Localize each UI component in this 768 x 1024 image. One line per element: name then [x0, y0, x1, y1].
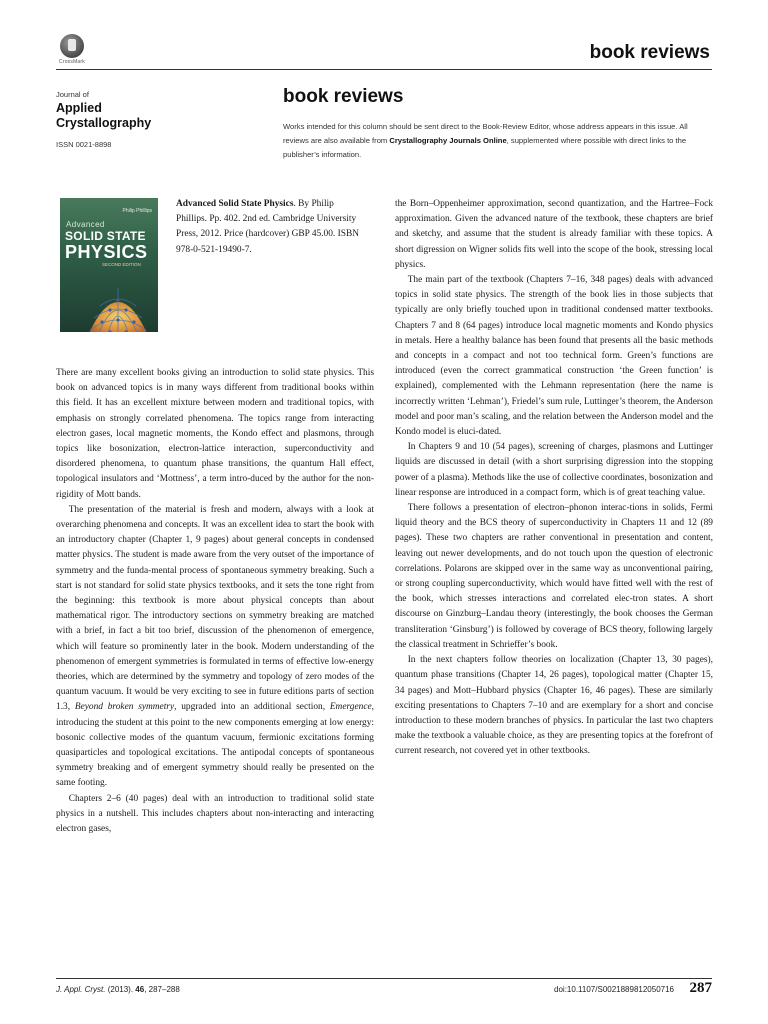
- paragraph: The main part of the textbook (Chapters 7–16, 348 pages) deals with advanced topics in solid state physics. The strength of the book lies in those subjects that typically are only briefly touched upon in traditional condensed matter textbooks. Chapters 7 and 8 (64 pages) introduce local magnetic moments and Kondo physics in metals. Here a healthy balance has been found that presents all the basic methods and concepts in a compact and not too technical form. Green’s functions are introduced (even the correct grammatical construction ‘the Green function’ is explained), complemented with the Lehmann representation (here the name is incorrectly written ‘Lehman’), Friedel’s sum rule, Luttinger’s theorem, the Anderson model and poor man’s scaling, and the relation between the Anderson model and the Kondo model is eluci-dated.: [395, 275, 713, 438]
- review-column-left: [56, 366, 374, 837]
- footer-pages: , 287–288: [144, 985, 180, 994]
- running-head: book reviews: [589, 42, 710, 63]
- review-column-right: [395, 197, 713, 760]
- paragraph-text: , upgraded into an additional section,: [174, 702, 330, 713]
- emphasis-text: Emergence: [329, 702, 372, 713]
- paragraph: There are many excellent books giving an introduction to solid state physics. This book on advanced topics is in many ways different from traditional books within this field. It has an excellent mixture between modern and traditional topics, with emphasis on strongly correlated phenomena. The topics range from interacting electron gases, local magnetic moments, the Kondo effect and plasmons, through topics like bosonization, electron-lattice interaction, superconductivity and disordered phenomena, to quantum phase transitions, the quantum Hall effect, topological insulators and ‘Mottness’, a term intro-duced by the author for the non-rigidity of Mott bands.: [56, 368, 374, 500]
- section-note-text-end: , supplemented where possible with direct links to the publisher’s information.: [283, 136, 687, 159]
- paragraph: There follows a presentation of electron–phonon interac-tions in solids, Fermi liquid theory and the BCS theory of superconductivity in Chapters 11 and 12 (89 pages). These two chapters are rather conventional in presentation and content, leaving out newer developments, and do not touch upon the question of electronic correlations. Polarons are skipped over in the same way as unconventional pairing, or strong coupling superconductivity, which would have fitted well with the rest of the book, which stresses interactions and correlated elec-tron states. A short discourse on Ginzburg–Landau theory (interestingly, the book chooses the German transliteration ‘Ginsburg’) is followed by coverage of BCS theory, following largely the classical treatment in Schrieffer’s book.: [395, 503, 713, 650]
- crossmark-icon: [60, 34, 84, 58]
- section-note: [283, 120, 715, 162]
- footer-journal: J. Appl. Cryst.: [56, 985, 106, 994]
- footer-rule: [56, 978, 712, 979]
- footer-citation: [56, 985, 180, 994]
- paragraph: the Born–Oppenheimer approximation, second quantization, and the Hartree–Fock approximation. Given the advanced nature of the textbook, these chapters are brief and sketchy, and assume that the student is already familiar with these topics. A short digression on Wigner solids fits well into the scope of the book, stressing local physics.: [395, 199, 713, 270]
- crystallography-journals-online-link[interactable]: Crystallography Journals Online: [389, 136, 507, 145]
- paragraph: In the next chapters follow theories on localization (Chapter 13, 30 pages), quantum phase transitions (Chapter 14, 26 pages), topological matter (Chapter 15, 34 pages) and Mott–Hubbard physics (Chapter 16, 46 pages). These are similarly exciting presentations to Chapters 7–10 and are exemplary for a short and concise introduction to these modern branches of physics. In particular the last two chapters make the textbook a valuable choice, as they are presenting topics at the forefront of current research, not covered yet in other textbooks.: [395, 655, 713, 757]
- paragraph: In Chapters 9 and 10 (54 pages), screening of charges, plasmons and Luttinger liquids are discussed in detail (with a short surprising digression into the stopping power of a plasma). Methods like the use of collective coordinates, bosonization and linear response are introduced in a compact form, which is of great teaching value.: [395, 442, 713, 498]
- book-citation: [176, 197, 366, 258]
- journal-name: [56, 101, 256, 131]
- book-details: . By Philip Phillips. Pp. 402. 2nd ed. Cambridge University Press, 2012. Price (hardcover) GBP 45.00. ISBN 978-0-521-19490-7.: [176, 199, 359, 255]
- book-title: Advanced Solid State Physics: [176, 199, 294, 209]
- footer-year: (2013).: [105, 985, 136, 994]
- cover-title-line3: PHYSICS: [65, 242, 148, 262]
- journal-of-label: Journal of: [56, 90, 89, 99]
- issn: ISSN 0021-8898: [56, 140, 112, 149]
- section-reference: Beyond broken symmetry: [74, 702, 175, 713]
- section-note-text: Works intended for this column should be sent direct to the Book-Review Editor, whose address appears in this issue. All reviews are also available from: [283, 122, 688, 145]
- cover-title-line1: Advanced: [66, 220, 105, 229]
- footer-doi[interactable]: doi:10.1107/S0021889812050716: [554, 985, 674, 994]
- paragraph-text: , introducing the student at this point to the new components emerging at low energy: bosonic collective modes of the quantum vacuum, fermionic excitations forming quasiparticles and topological excitations. The antipodal concepts of spontaneous symmetry breaking and of emergent symmetry should really be presented on the same footing.: [56, 702, 374, 789]
- book-cover-image: [60, 198, 158, 332]
- crossmark-label: CrossMark: [59, 59, 85, 65]
- cover-author: Philip Phillips: [122, 208, 152, 214]
- cover-title-line2: SOLID STATE: [65, 229, 146, 243]
- header-rule: [56, 69, 712, 70]
- paragraph: [56, 503, 374, 792]
- section-title: book reviews: [283, 86, 404, 107]
- paragraph: Chapters 2–6 (40 pages) deal with an introduction to traditional solid state physics in a nutshell. This includes chapters about non-interacting and interacting electron gases,: [56, 793, 374, 835]
- journal-block: [56, 90, 256, 149]
- cover-dome-graphic: [82, 270, 154, 332]
- footer-volume: 46: [135, 985, 145, 994]
- journal-name-line1: Applied: [56, 101, 102, 115]
- cover-edition: SECOND EDITION: [102, 262, 141, 267]
- page-number: 287: [689, 980, 712, 996]
- crossmark-logo[interactable]: [58, 34, 86, 65]
- paragraph-text: The presentation of the material is fresh and modern, always with a look at overarching phenomena and concepts. It was an excellent idea to start the book with an introductory chapter (Chapter 1, 9 pages) about general concepts in condensed matter physics. The student is made aware from the very outset of the importance of symmetry and the funda-mental process of spontaneous symmetry breaking. Such a start is not standard for solid state physics textbooks, and it sets the tone right from the beginning: this textbook is more about physical concepts than about mathematical rigor. The introductory sections on symmetry breaking are matched with a brief, in fact a bit too brief, discussion of the phenomenon of emergence, which will feature so prominently later in the book. Modern understanding of the phenomenon of emergent symmetries is formulated in terms of effective low-energy theories, which are determined by the symmetry and topology of zero modes of the quantum vacuum. It would be very exciting to see in future editions parts of section 1.3,: [56, 504, 374, 713]
- journal-name-line2: Crystallography: [56, 116, 152, 130]
